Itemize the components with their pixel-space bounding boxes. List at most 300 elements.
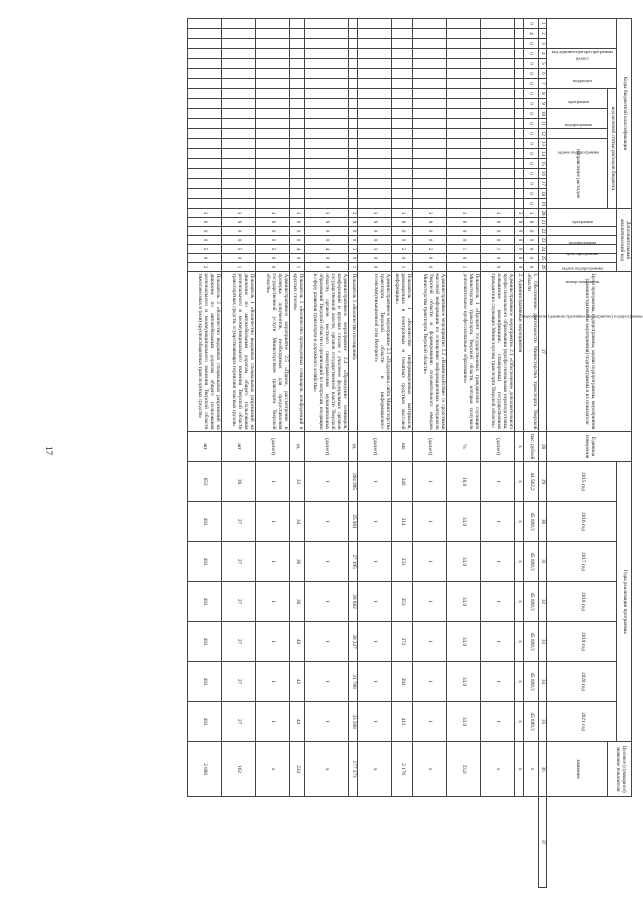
- target-value: х: [412, 742, 446, 797]
- code-cell: 0: [523, 236, 538, 245]
- code-cell: [348, 39, 357, 49]
- code-cell: 3: [480, 209, 514, 218]
- code-cell: [187, 59, 221, 69]
- code-cell: 1: [289, 263, 304, 272]
- year-value: 45 889,3: [523, 502, 538, 542]
- code-cell: [187, 109, 221, 119]
- code-cell: 0: [523, 109, 538, 119]
- year-value: 1: [357, 462, 391, 502]
- code-cell: 0: [523, 159, 538, 169]
- row-name: Административное мероприятие 2.2 «Взаимодействие со средствами массовой информации по освещению информационных материалов Тверской области и формированию положительного имиджа Министерства транспорта Тверской области»: [412, 272, 446, 432]
- year-value: 1: [304, 582, 348, 622]
- code-cell: [446, 49, 480, 59]
- code-cell: 0: [391, 227, 412, 236]
- code-cell: 2: [412, 245, 446, 254]
- code-cell: 0: [255, 236, 289, 245]
- year-2020-header: 2020 год: [547, 662, 617, 702]
- row-unit: ед.: [348, 432, 357, 462]
- code-cell: [348, 89, 357, 99]
- code-cell: [412, 139, 446, 149]
- code-cell: [391, 19, 412, 29]
- code-cell: [514, 29, 523, 39]
- extra-program-header: программа: [547, 209, 617, 227]
- row-name: Показатель 1 «Процент государственных гражданских служащих Министерства транспорта Тверской области, которые получили дополнительное профессиональное образование»: [446, 272, 480, 432]
- code-cell: [348, 79, 357, 89]
- code-cell: 0: [255, 227, 289, 236]
- code-cell: [187, 19, 221, 29]
- code-cell: [255, 79, 289, 89]
- code-cell: 1: [348, 263, 357, 272]
- code-cell: [255, 99, 289, 109]
- code-cell: [221, 89, 255, 99]
- code-cell: [187, 199, 221, 209]
- code-cell: [514, 69, 523, 79]
- year-value: 27: [221, 662, 255, 702]
- code-cell: 0: [412, 254, 446, 263]
- code-cell: [412, 179, 446, 189]
- target-value: 234: [289, 742, 304, 797]
- year-value: 45 889,3: [523, 662, 538, 702]
- column-index: 31: [538, 542, 547, 582]
- table-row: [446, 19, 480, 888]
- table-row: [523, 19, 538, 888]
- years-header: Годы реализации программы: [617, 462, 632, 742]
- year-value: 1: [255, 622, 289, 662]
- code-cell: 9: [348, 218, 357, 227]
- code-cell: 0: [221, 227, 255, 236]
- code-cell: [304, 29, 348, 39]
- code-cell: 0: [514, 227, 523, 236]
- code-cell: 1: [480, 245, 514, 254]
- code-cell: [221, 169, 255, 179]
- code-cell: 0: [523, 59, 538, 69]
- code-cell: [348, 119, 357, 129]
- code-cell: [289, 19, 304, 29]
- year-value: 483: [187, 582, 221, 622]
- year-value: 33 288: [348, 702, 357, 742]
- code-cell: [255, 129, 289, 139]
- code-cell: [187, 89, 221, 99]
- code-cell: [289, 89, 304, 99]
- column-index: 3: [538, 39, 547, 49]
- code-cell: [255, 109, 289, 119]
- code-cell: [289, 129, 304, 139]
- code-cell: [480, 29, 514, 39]
- table-row: [357, 19, 391, 888]
- code-cell: [412, 29, 446, 39]
- code-cell: [391, 179, 412, 189]
- code-cell: [446, 69, 480, 79]
- code-cell: [412, 149, 446, 159]
- code-cell: 9: [446, 218, 480, 227]
- column-index: 27: [538, 272, 547, 432]
- year-value: 483: [187, 622, 221, 662]
- code-cell: [289, 39, 304, 49]
- code-cell: 0: [348, 254, 357, 263]
- subprogram-code-header: подпрограмма: [547, 109, 608, 129]
- unit-header: Единица измерения: [547, 432, 632, 462]
- year-value: 18,0: [446, 462, 480, 502]
- row-name: Административное мероприятие 2.5 «Прием, рассмотрение и проверка документов, необходимых для предоставления государственной услуги Министерством транспорта Тверской области»: [255, 272, 289, 432]
- code-cell: [391, 29, 412, 39]
- code-cell: [255, 179, 289, 189]
- code-cell: [348, 99, 357, 109]
- code-cell: 0: [357, 236, 391, 245]
- code-cell: 0: [523, 69, 538, 79]
- code-cell: [348, 189, 357, 199]
- year-value: 1: [255, 542, 289, 582]
- code-cell: [514, 19, 523, 29]
- code-cell: [304, 149, 348, 159]
- code-cell: [357, 79, 391, 89]
- code-cell: [348, 159, 357, 169]
- column-index: 10: [538, 109, 547, 119]
- year-value: 1: [480, 502, 514, 542]
- code-cell: [514, 169, 523, 179]
- year-value: 27: [221, 502, 255, 542]
- code-cell: 0: [289, 227, 304, 236]
- code-cell: [357, 59, 391, 69]
- code-cell: [357, 149, 391, 159]
- code-cell: 0: [255, 263, 289, 272]
- code-cell: 9: [289, 218, 304, 227]
- code-cell: 0: [523, 119, 538, 129]
- code-cell: 9: [480, 218, 514, 227]
- code-cell: [514, 39, 523, 49]
- code-cell: [289, 29, 304, 39]
- code-cell: [304, 179, 348, 189]
- year-value: 353: [391, 582, 412, 622]
- column-index: 14: [538, 149, 547, 159]
- code-cell: [446, 29, 480, 39]
- code-cell: [255, 199, 289, 209]
- code-cell: [348, 49, 357, 59]
- code-cell: [446, 179, 480, 189]
- code-cell: [357, 109, 391, 119]
- code-cell: [289, 199, 304, 209]
- code-cell: 3: [221, 209, 255, 218]
- code-cell: [348, 149, 357, 159]
- code-cell: [255, 89, 289, 99]
- row-unit: (да/нет): [480, 432, 514, 462]
- row-name: Показатель 1 «Количество проведенных семинаров, конференций и круглых столов»: [289, 272, 304, 432]
- year-value: 1: [480, 662, 514, 702]
- column-index: 22: [538, 227, 547, 236]
- row-name: Показатель 2 «Количество выданных специальных разрешений на движение по автомобильным дорогам общего пользования регионального и межмуниципального значения Тверской области тяжеловесных и (или) крупногабаритных транспортных средств»: [187, 272, 221, 432]
- row-unit: (да/нет): [255, 432, 289, 462]
- row-unit: %: [446, 432, 480, 462]
- target-value: 33,0: [446, 742, 480, 797]
- year-value: 33,0: [446, 502, 480, 542]
- table-row: [289, 19, 304, 888]
- column-index: 20: [538, 209, 547, 218]
- column-index: 5: [538, 59, 547, 69]
- code-cell: [304, 69, 348, 79]
- code-cell: [255, 119, 289, 129]
- code-cell: [412, 159, 446, 169]
- row-unit: (да/нет): [412, 432, 446, 462]
- year-value: х: [514, 582, 523, 622]
- code-cell: [187, 99, 221, 109]
- code-cell: [304, 109, 348, 119]
- column-index: 30: [538, 502, 547, 542]
- year-value: 45 889,3: [523, 582, 538, 622]
- code-cell: [289, 109, 304, 119]
- code-cell: [187, 139, 221, 149]
- code-cell: [514, 179, 523, 189]
- code-cell: 0: [523, 89, 538, 99]
- code-cell: 5: [187, 245, 221, 254]
- code-cell: [391, 199, 412, 209]
- row-name: 2. Административные мероприятия: [514, 272, 523, 432]
- row-name: 1. Обеспечение деятельности Министерства транспорта Тверской области: [523, 272, 538, 432]
- header-row-1: [617, 19, 632, 888]
- code-cell: [304, 89, 348, 99]
- code-cell: 0: [221, 254, 255, 263]
- code-cell: [304, 19, 348, 29]
- code-cell: [221, 119, 255, 129]
- code-cell: 5: [255, 245, 289, 254]
- code-cell: [289, 69, 304, 79]
- code-cell: [357, 189, 391, 199]
- code-cell: [255, 59, 289, 69]
- column-index: 35: [538, 702, 547, 742]
- code-cell: [514, 79, 523, 89]
- code-cell: [255, 169, 289, 179]
- code-cell: [304, 99, 348, 109]
- code-cell: [391, 159, 412, 169]
- code-cell: 9: [357, 218, 391, 227]
- code-cell: 0: [480, 254, 514, 263]
- code-cell: [514, 99, 523, 109]
- code-cell: [289, 139, 304, 149]
- code-cell: [514, 109, 523, 119]
- code-cell: [357, 199, 391, 209]
- year-value: 1: [255, 502, 289, 542]
- code-cell: [304, 139, 348, 149]
- code-cell: [187, 149, 221, 159]
- code-cell: [480, 79, 514, 89]
- code-cell: 0: [348, 236, 357, 245]
- table-row: [514, 19, 523, 888]
- code-cell: 0: [523, 199, 538, 209]
- code-cell: 0: [255, 254, 289, 263]
- year-value: 1: [304, 662, 348, 702]
- code-cell: 0: [187, 254, 221, 263]
- table-row: [221, 19, 255, 888]
- column-index: 19: [538, 199, 547, 209]
- code-cell: [348, 129, 357, 139]
- code-cell: 9: [514, 218, 523, 227]
- code-cell: 1: [446, 263, 480, 272]
- code-cell: [446, 119, 480, 129]
- code-cell: 3: [304, 209, 348, 218]
- table-row: [304, 19, 348, 888]
- code-cell: 9: [304, 218, 348, 227]
- year-value: х: [514, 502, 523, 542]
- code-cell: 0: [523, 139, 538, 149]
- code-cell: [357, 169, 391, 179]
- year-value: 45 889,3: [523, 542, 538, 582]
- code-cell: [289, 169, 304, 179]
- year-value: 25 901: [348, 502, 357, 542]
- year-value: 1: [480, 462, 514, 502]
- year-value: 392: [391, 662, 412, 702]
- target-value: х: [357, 742, 391, 797]
- code-cell: [348, 59, 357, 69]
- year-value: 1: [304, 702, 348, 742]
- code-cell: [357, 89, 391, 99]
- year-value: 1: [255, 662, 289, 702]
- row-name: Административное мероприятие 2.1 «Обеспечение дополнительного профессионального образования (профессиональная переподготовка, повышение квалификации, стажировка) государственных гражданских служащих Министерства транспорта Тверской области»: [480, 272, 514, 432]
- code-cell: [391, 49, 412, 59]
- code-cell: 0: [391, 236, 412, 245]
- code-cell: 0: [480, 263, 514, 272]
- code-cell: [446, 139, 480, 149]
- code-cell: [514, 49, 523, 59]
- code-cell: [412, 19, 446, 29]
- table-row: [480, 19, 514, 888]
- code-cell: [480, 119, 514, 129]
- code-cell: [514, 89, 523, 99]
- year-value: 27: [221, 542, 255, 582]
- code-cell: [357, 29, 391, 39]
- year-value: 1: [480, 622, 514, 662]
- code-cell: [446, 109, 480, 119]
- code-cell: 0: [304, 227, 348, 236]
- code-cell: [348, 169, 357, 179]
- code-cell: 1: [391, 263, 412, 272]
- code-cell: [348, 29, 357, 39]
- table-row: [255, 19, 289, 888]
- year-value: 411: [391, 702, 412, 742]
- code-cell: [514, 199, 523, 209]
- year-value: 1: [412, 622, 446, 662]
- code-cell: 0: [523, 263, 538, 272]
- code-cell: [289, 49, 304, 59]
- year-value: 483: [187, 702, 221, 742]
- year-value: х: [514, 622, 523, 662]
- year-value: 1: [304, 502, 348, 542]
- code-cell: [255, 189, 289, 199]
- code-cell: [514, 189, 523, 199]
- year-value: х: [514, 702, 523, 742]
- code-cell: 0: [348, 227, 357, 236]
- column-index: 7: [538, 79, 547, 89]
- year-value: 1: [255, 462, 289, 502]
- year-value: 33: [289, 462, 304, 502]
- code-cell: [412, 129, 446, 139]
- code-cell: [514, 159, 523, 169]
- code-cell: [221, 149, 255, 159]
- code-cell: [412, 39, 446, 49]
- code-cell: [391, 59, 412, 69]
- code-cell: [221, 29, 255, 39]
- code-cell: [357, 159, 391, 169]
- code-cell: [391, 149, 412, 159]
- extra-measure-header: мероприятие (административное мероприятие) подпрограммы: [547, 254, 617, 263]
- code-cell: [446, 189, 480, 199]
- code-cell: 0: [523, 189, 538, 199]
- code-cell: [187, 179, 221, 189]
- code-cell: [514, 149, 523, 159]
- year-2017-header: 2017 год: [547, 542, 617, 582]
- code-cell: 0: [523, 129, 538, 139]
- year-value: 27 195: [348, 542, 357, 582]
- code-cell: [221, 129, 255, 139]
- code-cell: [391, 39, 412, 49]
- year-value: 483: [187, 502, 221, 542]
- code-cell: 4: [523, 29, 538, 39]
- code-cell: [304, 49, 348, 59]
- code-cell: 0: [480, 236, 514, 245]
- code-cell: 0: [412, 227, 446, 236]
- year-value: 483: [187, 662, 221, 702]
- row-unit: ед.: [289, 432, 304, 462]
- program-code-header: программа: [547, 89, 608, 109]
- code-cell: [221, 59, 255, 69]
- year-value: 1: [412, 462, 446, 502]
- code-cell: [187, 189, 221, 199]
- code-cell: 4: [289, 245, 304, 254]
- column-index: 18: [538, 189, 547, 199]
- code-cell: [480, 59, 514, 69]
- code-cell: 3: [523, 209, 538, 218]
- code-cell: 9: [412, 218, 446, 227]
- year-value: 36: [289, 542, 304, 582]
- target-value: х: [480, 742, 514, 797]
- year-value: 1: [412, 542, 446, 582]
- year-value: х: [514, 542, 523, 582]
- code-cell: [412, 199, 446, 209]
- code-cell: 0: [357, 263, 391, 272]
- row-unit: тыс. рублей: [523, 432, 538, 462]
- target-value: х: [304, 742, 348, 797]
- code-cell: [446, 159, 480, 169]
- code-cell: [304, 129, 348, 139]
- code-cell: [255, 139, 289, 149]
- year-value: 38: [289, 582, 304, 622]
- year-value: 33,0: [446, 622, 480, 662]
- year-value: 1: [412, 582, 446, 622]
- code-cell: [187, 69, 221, 79]
- code-cell: [480, 89, 514, 99]
- code-cell: [480, 109, 514, 119]
- column-index: 36: [538, 742, 547, 797]
- code-cell: [391, 169, 412, 179]
- year-value: 1: [357, 542, 391, 582]
- code-cell: [187, 79, 221, 89]
- code-cell: 0: [514, 236, 523, 245]
- target-value: 162: [221, 742, 255, 797]
- code-cell: [221, 199, 255, 209]
- code-cell: [255, 159, 289, 169]
- target-value: х: [523, 742, 538, 797]
- code-cell: [480, 99, 514, 109]
- code-cell: [480, 189, 514, 199]
- code-cell: 0: [289, 236, 304, 245]
- code-cell: [221, 49, 255, 59]
- code-cell: 0: [523, 169, 538, 179]
- code-cell: [289, 189, 304, 199]
- year-value: 264 995: [348, 462, 357, 502]
- column-index: 2: [538, 29, 547, 39]
- target-value: 2 176: [391, 742, 412, 797]
- extra-indicator-header: номер показателя: [547, 263, 617, 272]
- code-cell: 0: [391, 254, 412, 263]
- code-cell: 0: [412, 263, 446, 272]
- column-index: 16: [538, 169, 547, 179]
